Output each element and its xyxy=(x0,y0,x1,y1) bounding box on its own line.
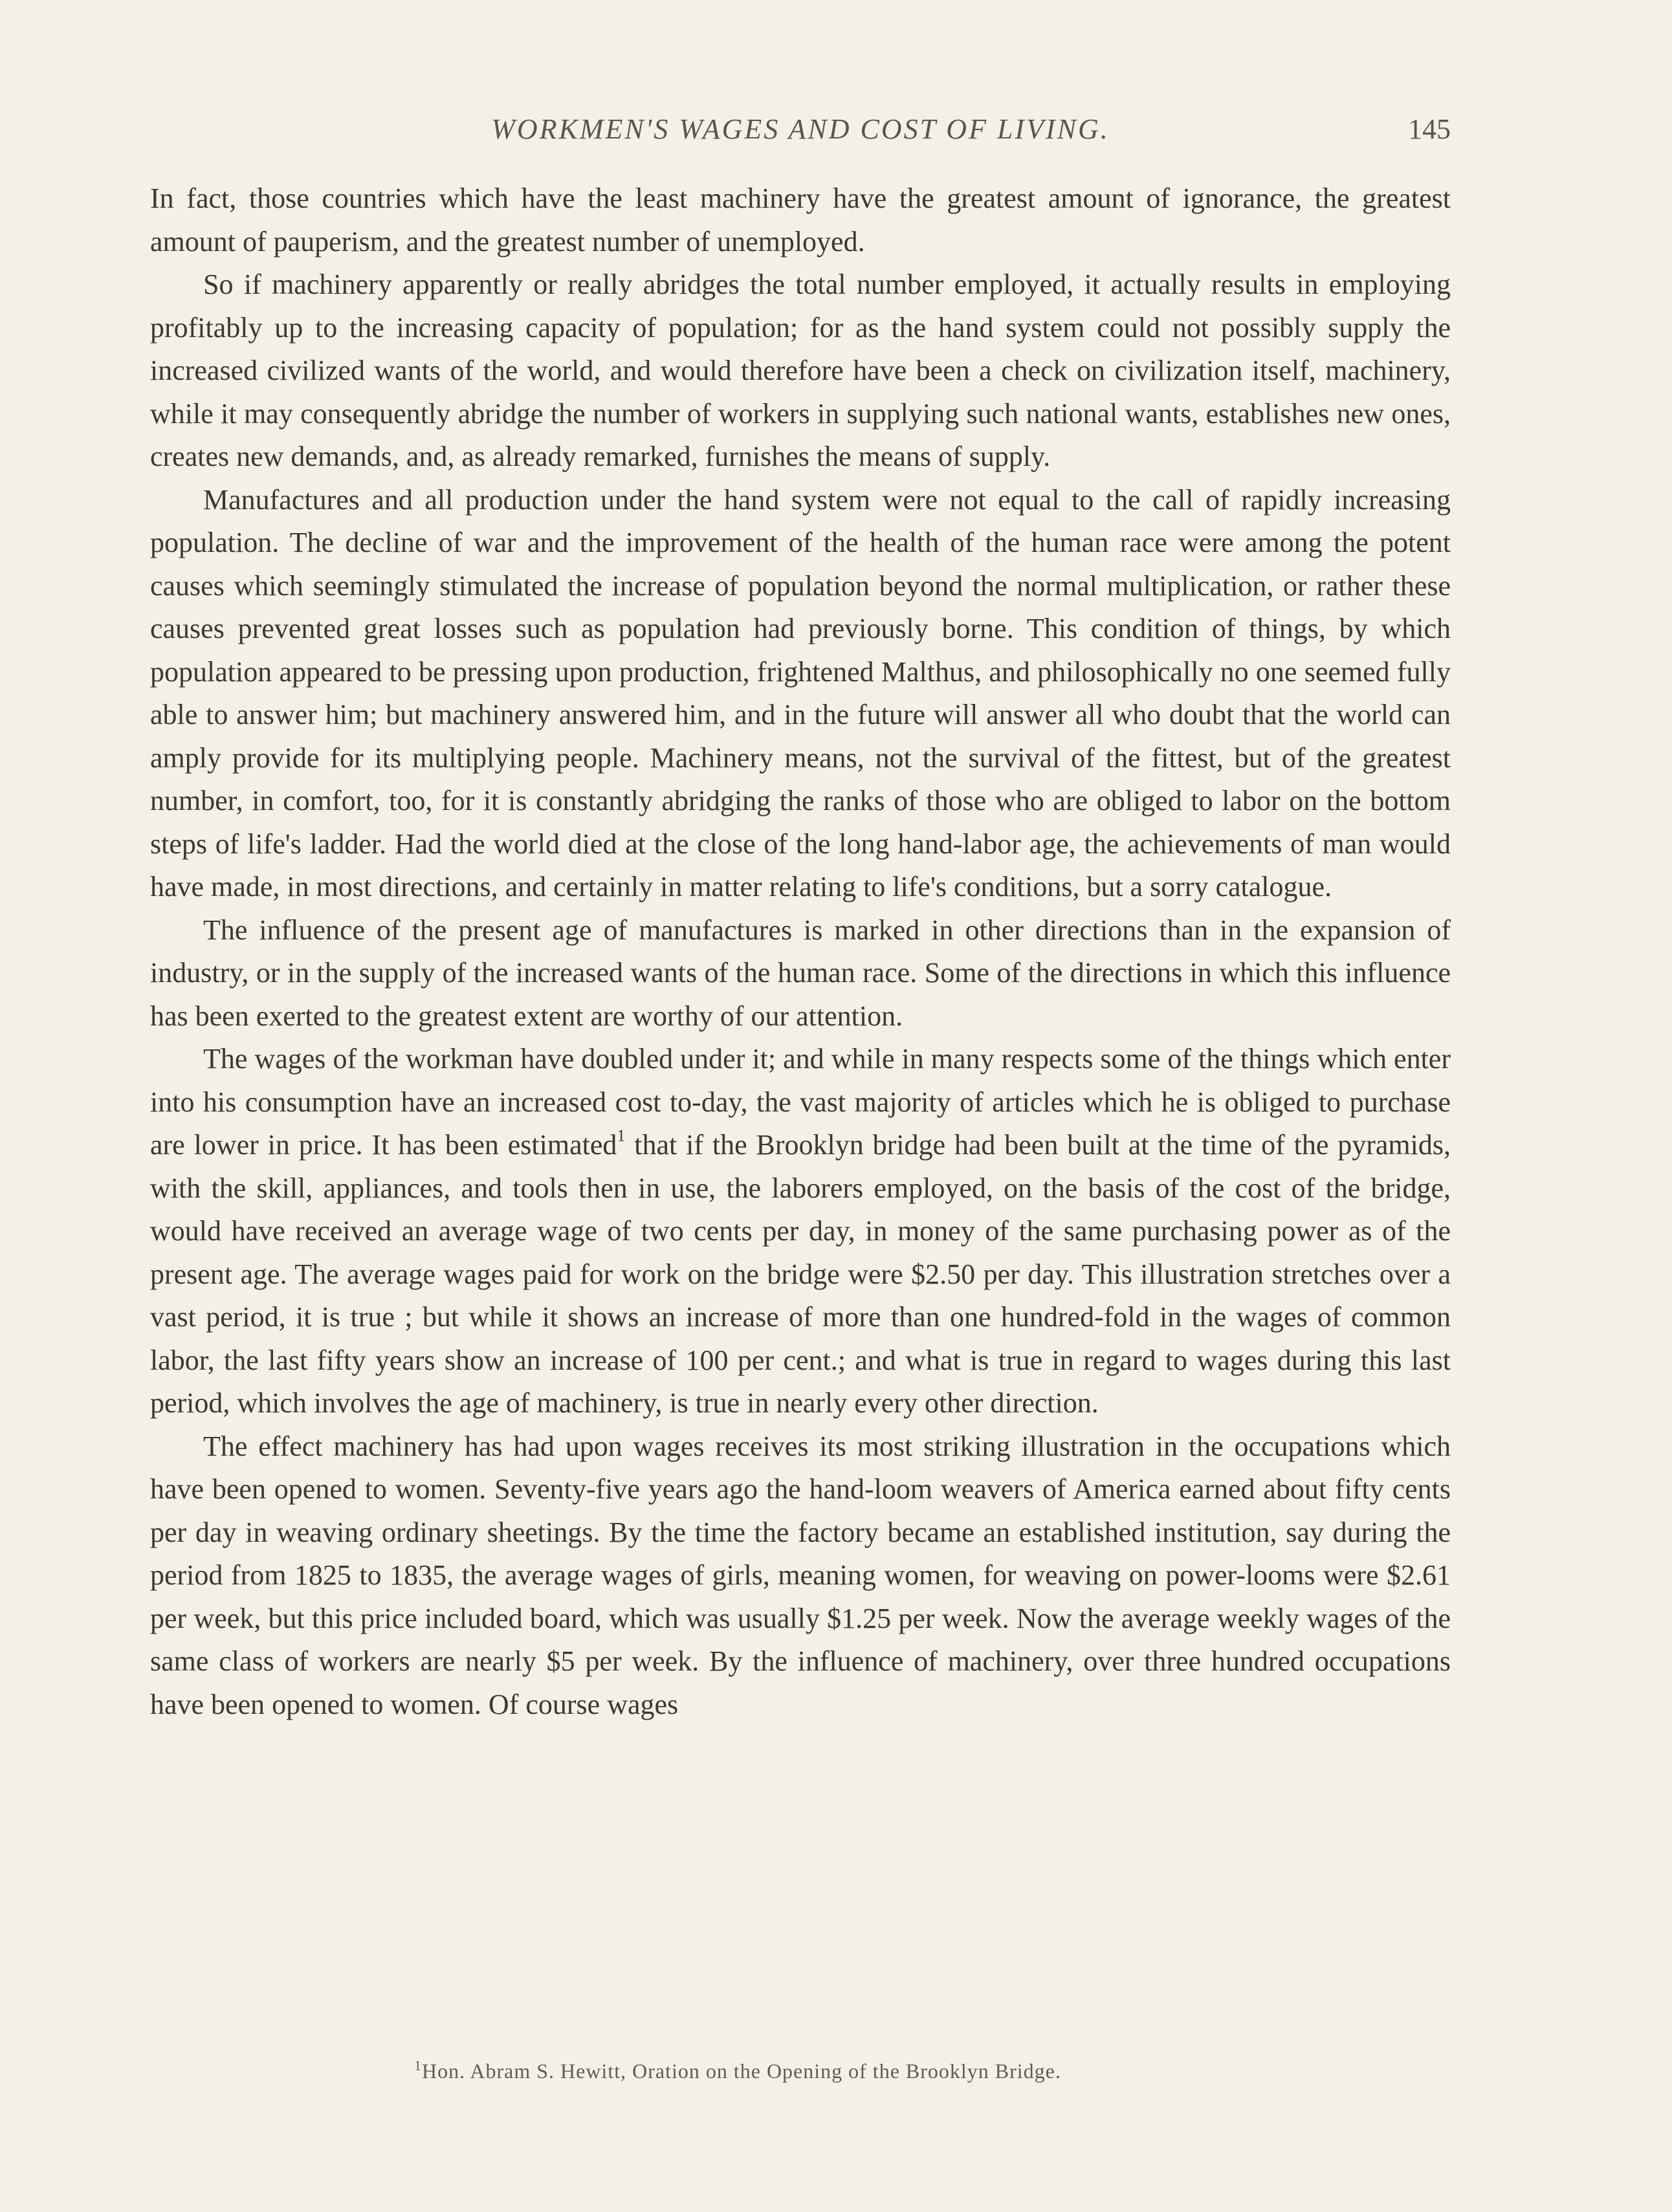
footnote-text: Hon. Abram S. Hewitt, Oration on the Opening of the Brooklyn Bridge. xyxy=(422,2059,1061,2083)
paragraph: The effect machinery has had upon wages receives its most striking illustration in the occupations which have been opened to women. Seventy-five years ago the hand-loom weavers of America earned about fifty cents per day in weaving ordinary sheetings. By the time the factory became an established institution, say during the period from 1825 to 1835, the average wages of girls, meaning women, for weaving on power-looms were $2.61 per week, but this price included board, which was usually $1.25 per week. Now the average weekly wages of the same class of workers are nearly $5 per week. By the influence of machinery, over three hundred occupations have been opened to women. Of course wages xyxy=(150,1430,1451,1720)
page-number: 145 xyxy=(1408,113,1451,145)
paragraph: In fact, those countries which have the least machinery have the greatest amount of ignorance, the greatest amount of pauperism, and the greatest number of unemployed. xyxy=(150,182,1451,257)
paragraph: Manufactures and all production under the hand system were not equal to the call of rapidly increasing population. The decline of war and the improvement of the health of the human race were among the potent causes which seemingly stimulated the increase of population beyond the normal multiplication, or rather these causes prevented great losses such as population had previously borne. This condition of things, by which population appeared to be pressing upon production, frightened Malthus, and philosophically no one seemed fully able to answer him; but machinery answered him, and in the future will answer all who doubt that the world can amply provide for its multiplying people. Machinery means, not the survival of the fittest, but of the greatest number, in comfort, too, for it is constantly abridging the ranks of those who are obliged to labor on the bottom steps of life's ladder. Had the world died at the close of the long hand-labor age, the achievements of man would have made, in most directions, and certainly in matter relating to life's conditions, but a sorry catalogue. xyxy=(150,483,1451,903)
running-title: WORKMEN'S WAGES AND COST OF LIVING. xyxy=(491,113,1110,145)
paragraph-with-note xyxy=(150,1038,1451,1425)
body-text xyxy=(150,177,1451,1726)
footnote-reference: 1 xyxy=(617,1126,626,1145)
footnote-marker: 1 xyxy=(414,2057,422,2074)
paragraph-text: The wages of the workman have doubled under it; and while in many respects some of the things which enter into his consumption have an increased cost to-day, the vast majority of articles which he is obliged to purchase are lower in price. It has been estimated xyxy=(150,1043,1451,1161)
paragraph: The influence of the present age of manufactures is marked in other directions than in the expansion of industry, or in the supply of the increased wants of the human race. Some of the directions in which this influence has been exerted to the greatest extent are worthy of our attention. xyxy=(150,914,1451,1032)
paragraph: So if machinery apparently or really abridges the total number employed, it actually results in employing profitably up to the increasing capacity of population; for as the hand system could not possibly supply the increased civilized wants of the world, and would therefore have been a check on civilization itself, machinery, while it may consequently abridge the number of workers in supplying such national wants, establishes new ones, creates new demands, and, as already remarked, furnishes the means of supply. xyxy=(150,268,1451,472)
paragraph-text: that if the Brooklyn bridge had been built at the time of the pyramids, with the skill, appliances, and tools then in use, the laborers employed, on the basis of the cost of the bridge, would have received an average wage of two cents per day, in money of the same purchasing power as of the present age. The average wages paid for work on the bridge were $2.50 per day. This illustration stretches over a vast period, it is true ; but while it shows an increase of more than one hundred-fold in the wages of common labor, the last fifty years show an increase of 100 per cent.; and what is true in regard to wages during this last period, which involves the age of machinery, is true in nearly every other direction. xyxy=(150,1129,1451,1419)
footnote xyxy=(414,2059,1061,2083)
running-head xyxy=(150,113,1451,158)
